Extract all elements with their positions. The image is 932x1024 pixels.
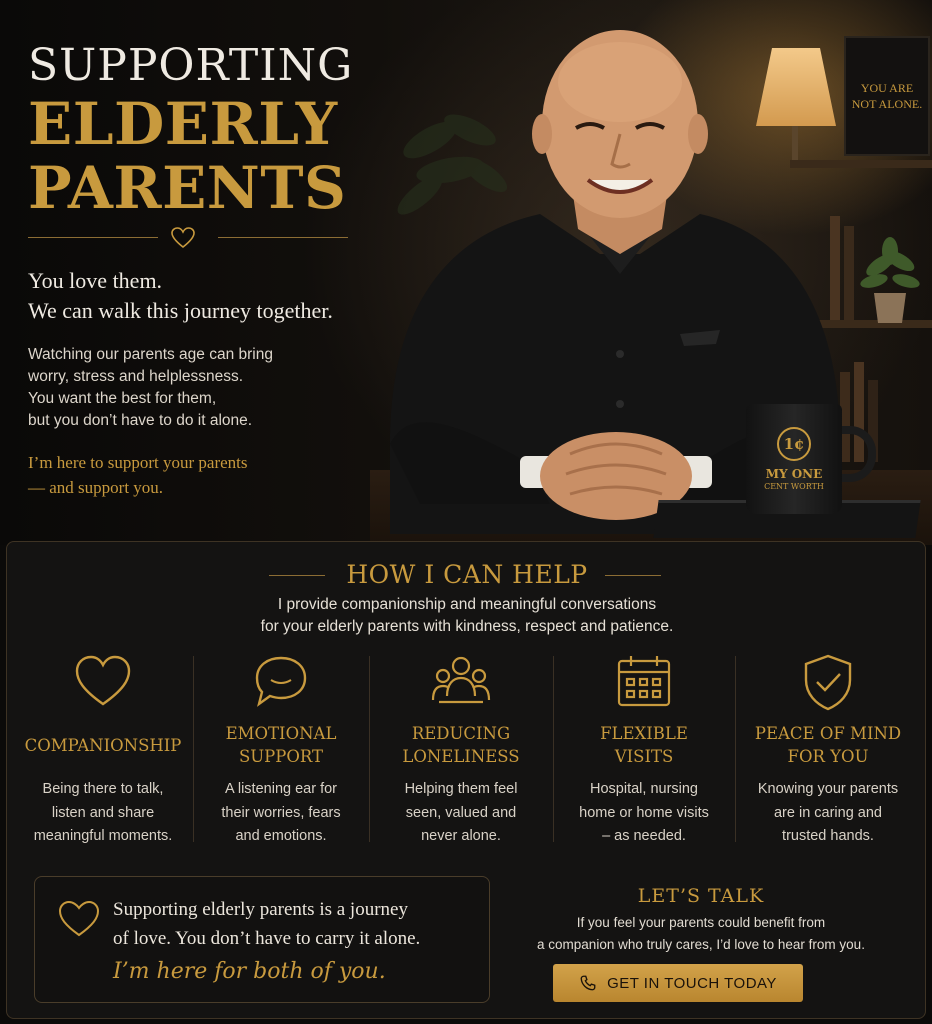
- heart-icon: [170, 226, 196, 250]
- lets-talk-line2: a companion who truly cares, I’d love to hear from you.: [537, 937, 865, 952]
- feature-title-line2: LONELINESS: [402, 747, 520, 766]
- mug-body: [746, 404, 842, 514]
- feature-flexible-visits: [553, 652, 735, 852]
- feature-title-line2: VISITS: [614, 747, 674, 766]
- lets-talk-text: [499, 912, 903, 956]
- hero-title-line3: PARENTS: [28, 154, 347, 222]
- title-divider: [28, 226, 348, 250]
- quote-line1: Supporting elderly parents is a journey: [113, 899, 408, 920]
- features-row: [13, 652, 921, 852]
- feature-desc-line: trusted hands.: [782, 828, 874, 844]
- feature-desc-line: meaningful moments.: [33, 828, 173, 844]
- hero-title-line1: SUPPORTING: [28, 40, 354, 91]
- speech-bubble-icon: [251, 652, 311, 712]
- feature-title-line1: COMPANIONSHIP: [24, 735, 182, 755]
- feature-title-line1: EMOTIONAL: [225, 724, 337, 743]
- feature-desc-line: Knowing your parents: [757, 781, 899, 797]
- lets-talk-line1: If you feel your parents could benefit from: [576, 915, 826, 930]
- feature-description: [13, 778, 193, 849]
- feature-desc-line: never alone.: [421, 828, 501, 844]
- feature-desc-line: Helping them feel: [404, 781, 518, 797]
- feature-peace-of-mind: [735, 652, 921, 852]
- help-subtitle-line2: for your elderly parents with kindness, respect and patience.: [260, 618, 674, 635]
- feature-desc-line: seen, valued and: [405, 804, 517, 821]
- lets-talk-section: [499, 882, 903, 992]
- heart-icon: [73, 652, 133, 712]
- hero-photo: [370, 0, 932, 545]
- book: [844, 226, 854, 320]
- coffee-mug: [746, 404, 886, 524]
- heading-line-right: [605, 575, 661, 576]
- feature-desc-line: are in caring and: [773, 804, 882, 821]
- feature-title: [193, 722, 369, 768]
- quote-text: [113, 895, 483, 953]
- feature-title-line1: REDUCING: [411, 724, 511, 743]
- quote-line2: of love. You don’t have to carry it alone.: [113, 928, 421, 949]
- hero-support-statement: [28, 450, 388, 500]
- lets-talk-title: LET’S TALK: [637, 885, 765, 907]
- heart-icon: [57, 899, 101, 939]
- help-subtitle: [7, 594, 927, 638]
- get-in-touch-label: GET IN TOUCH TODAY: [607, 974, 777, 992]
- intro-line: Watching our parents age can bring: [28, 346, 273, 363]
- tagline-line2: We can walk this journey together.: [28, 298, 333, 323]
- frame-text-line2: NOT ALONE.: [851, 97, 923, 111]
- mug-logo: 1¢: [777, 427, 811, 461]
- get-in-touch-button[interactable]: [553, 964, 803, 1002]
- help-subtitle-line1: I provide companionship and meaningful conversations: [277, 596, 657, 613]
- help-panel: [6, 541, 926, 1019]
- feature-description: [369, 778, 553, 849]
- feature-desc-line: Being there to talk,: [42, 781, 164, 797]
- support-line: I’m here to support your parents: [28, 453, 248, 472]
- feature-desc-line: and emotions.: [235, 828, 327, 844]
- feature-title-line2: SUPPORT: [238, 747, 324, 766]
- feature-desc-line: A listening ear for: [224, 781, 338, 797]
- calendar-icon: [614, 652, 674, 712]
- feature-companionship: [13, 652, 193, 852]
- feature-desc-line: their worries, fears: [221, 804, 341, 821]
- help-title: HOW I CAN HELP: [346, 560, 588, 589]
- intro-line: You want the best for them,: [28, 390, 217, 407]
- hero-tagline: [28, 266, 388, 326]
- hero-title-line2: ELDERLY: [28, 90, 338, 158]
- intro-line: worry, stress and helplessness.: [28, 368, 244, 385]
- feature-title: [13, 722, 193, 768]
- feature-title: [553, 722, 735, 768]
- mug-brand: MY ONE: [765, 466, 823, 481]
- feature-reducing-loneliness: [369, 652, 553, 852]
- feature-emotional-support: [193, 652, 369, 852]
- feature-title: [369, 722, 553, 768]
- feature-description: [193, 778, 369, 849]
- feature-title-line1: PEACE OF MIND: [754, 724, 902, 743]
- feature-description: [735, 778, 921, 849]
- quote-signature: I’m here for both of you.: [113, 959, 386, 984]
- support-line: — and support you.: [28, 478, 164, 497]
- divider-line-left: [28, 237, 158, 238]
- phone-icon: [579, 974, 597, 992]
- intro-line: but you don’t have to do it alone.: [28, 412, 253, 429]
- feature-desc-line: – as needed.: [602, 828, 686, 844]
- feature-title-line2: FOR YOU: [787, 747, 869, 766]
- divider-line-right: [218, 237, 348, 238]
- hero-text: [28, 40, 388, 500]
- hero-intro: [28, 344, 388, 432]
- frame-text-line1: YOU ARE: [860, 81, 914, 95]
- group-icon: [431, 652, 491, 712]
- quote-box: [34, 876, 490, 1003]
- feature-desc-line: home or home visits: [579, 804, 709, 821]
- feature-title-line1: FLEXIBLE: [600, 724, 688, 743]
- tagline-line1: You love them.: [28, 268, 163, 293]
- potted-plant-icon: [860, 235, 920, 325]
- feature-desc-line: Hospital, nursing: [590, 781, 698, 797]
- help-heading: [7, 558, 927, 592]
- mug-subtitle: CENT WORTH: [764, 481, 824, 491]
- wall-frame: [844, 36, 930, 156]
- feature-description: [553, 778, 735, 849]
- feature-desc-line: listen and share: [51, 804, 155, 821]
- shield-check-icon: [798, 652, 858, 712]
- feature-title: [735, 722, 921, 768]
- heading-line-left: [269, 575, 325, 576]
